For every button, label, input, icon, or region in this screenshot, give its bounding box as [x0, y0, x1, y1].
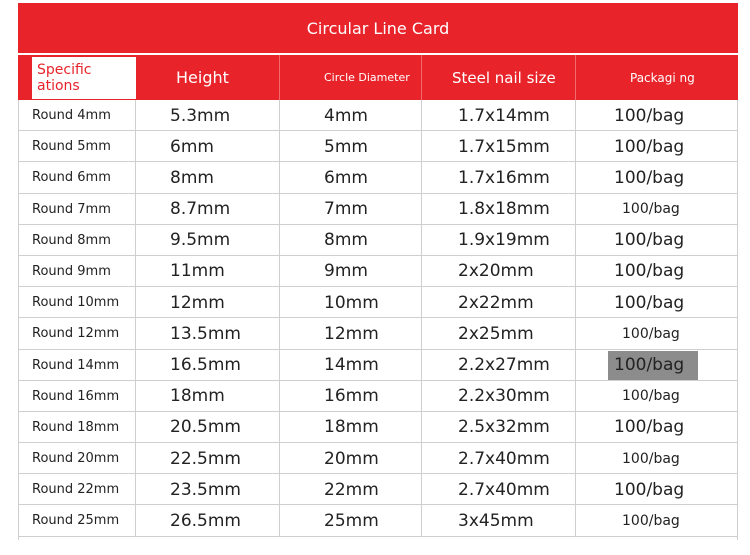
cell-diameter: 20mm — [280, 443, 422, 474]
cell-diameter: 18mm — [280, 412, 422, 443]
cell-diameter: 14mm — [280, 350, 422, 381]
cell-height: 8.7mm — [136, 194, 280, 225]
cell-diameter: 5mm — [280, 131, 422, 162]
cell-spec: Round 18mm — [18, 412, 136, 443]
table-row — [18, 162, 738, 193]
cell-diameter: 7mm — [280, 194, 422, 225]
cell-spec: Round 5mm — [18, 131, 136, 162]
header-packaging: Packagi ng — [630, 70, 695, 85]
cell-spec: Round 4mm — [18, 100, 136, 131]
cell-diameter: 12mm — [280, 318, 422, 349]
cell-packaging: 100/bag — [614, 167, 685, 188]
cell-packaging: 100/bag — [614, 136, 685, 157]
cell-nail-size: 2.5x32mm — [422, 412, 576, 443]
cell-height: 23.5mm — [136, 474, 280, 505]
cell-spec: Round 16mm — [18, 381, 136, 412]
cell-nail-size: 2.2x30mm — [422, 381, 576, 412]
cell-nail-size: 1.7x15mm — [422, 131, 576, 162]
header-steel-nail-size: Steel nail size — [422, 55, 576, 100]
cell-height: 5.3mm — [136, 100, 280, 131]
cell-packaging: 100/bag — [622, 450, 680, 467]
cell-spec: Round 10mm — [18, 287, 136, 318]
cell-height: 9.5mm — [136, 225, 280, 256]
cell-diameter: 25mm — [280, 505, 422, 536]
cell-nail-size: 2x20mm — [422, 256, 576, 287]
table-row — [18, 194, 738, 225]
line-card-table — [18, 3, 738, 543]
cell-packaging: 100/bag — [614, 417, 685, 438]
cell-packaging: 100/bag — [614, 105, 685, 126]
cell-nail-size: 2x22mm — [422, 287, 576, 318]
header-row — [18, 55, 738, 100]
cell-packaging: 100/bag — [622, 201, 680, 218]
cell-height: 13.5mm — [136, 318, 280, 349]
cell-nail-size: 1.7x14mm — [422, 100, 576, 131]
cell-spec: Round 20mm — [18, 443, 136, 474]
cell-height: 18mm — [136, 381, 280, 412]
table-row — [18, 287, 738, 318]
cell-spec: Round 12mm — [18, 318, 136, 349]
cell-nail-size: 1.9x19mm — [422, 225, 576, 256]
table-body — [18, 100, 738, 537]
table-title: Circular Line Card — [18, 3, 738, 53]
cell-height: 16.5mm — [136, 350, 280, 381]
cell-packaging: 100/bag — [614, 479, 685, 500]
cell-packaging: 100/bag — [622, 512, 680, 529]
cell-height: 26.5mm — [136, 505, 280, 536]
cell-diameter: 8mm — [280, 225, 422, 256]
cell-nail-size: 2.7x40mm — [422, 443, 576, 474]
cell-spec: Round 25mm — [18, 505, 136, 536]
cell-height: 6mm — [136, 131, 280, 162]
header-specifications: Specific ations — [32, 57, 136, 99]
cell-nail-size: 2x25mm — [422, 318, 576, 349]
cell-diameter: 10mm — [280, 287, 422, 318]
cell-height: 12mm — [136, 287, 280, 318]
cell-spec: Round 8mm — [18, 225, 136, 256]
cell-diameter: 6mm — [280, 162, 422, 193]
cell-nail-size: 2.7x40mm — [422, 474, 576, 505]
header-circle-diameter: Circle Diameter — [280, 55, 422, 100]
cell-height: 22.5mm — [136, 443, 280, 474]
cell-spec: Round 9mm — [18, 256, 136, 287]
cell-diameter: 22mm — [280, 474, 422, 505]
table-row — [18, 350, 738, 381]
cell-height: 8mm — [136, 162, 280, 193]
cell-nail-size: 3x45mm — [422, 505, 576, 536]
cell-spec: Round 7mm — [18, 194, 136, 225]
table-row — [18, 256, 738, 287]
cell-packaging: 100/bag — [614, 261, 685, 282]
cell-spec: Round 14mm — [18, 350, 136, 381]
table-row — [18, 474, 738, 505]
table-row — [18, 131, 738, 162]
table-row — [18, 100, 738, 131]
cell-packaging: 100/bag — [614, 230, 685, 251]
cell-packaging: 100/bag — [614, 355, 685, 375]
cell-packaging: 100/bag — [622, 388, 680, 405]
cell-diameter: 4mm — [280, 100, 422, 131]
cell-nail-size: 1.8x18mm — [422, 194, 576, 225]
cell-diameter: 16mm — [280, 381, 422, 412]
table-row — [18, 318, 738, 349]
cell-packaging: 100/bag — [622, 325, 680, 342]
cell-diameter: 9mm — [280, 256, 422, 287]
header-height: Height — [136, 55, 280, 100]
table-row — [18, 412, 738, 443]
cell-spec: Round 22mm — [18, 474, 136, 505]
table-row — [18, 225, 738, 256]
cell-height: 20.5mm — [136, 412, 280, 443]
cell-packaging: 100/bag — [614, 292, 685, 313]
cell-spec: Round 6mm — [18, 162, 136, 193]
cell-nail-size: 1.7x16mm — [422, 162, 576, 193]
cell-height: 11mm — [136, 256, 280, 287]
table-row — [18, 505, 738, 536]
table-row — [18, 381, 738, 412]
table-row — [18, 443, 738, 474]
cell-nail-size: 2.2x27mm — [422, 350, 576, 381]
